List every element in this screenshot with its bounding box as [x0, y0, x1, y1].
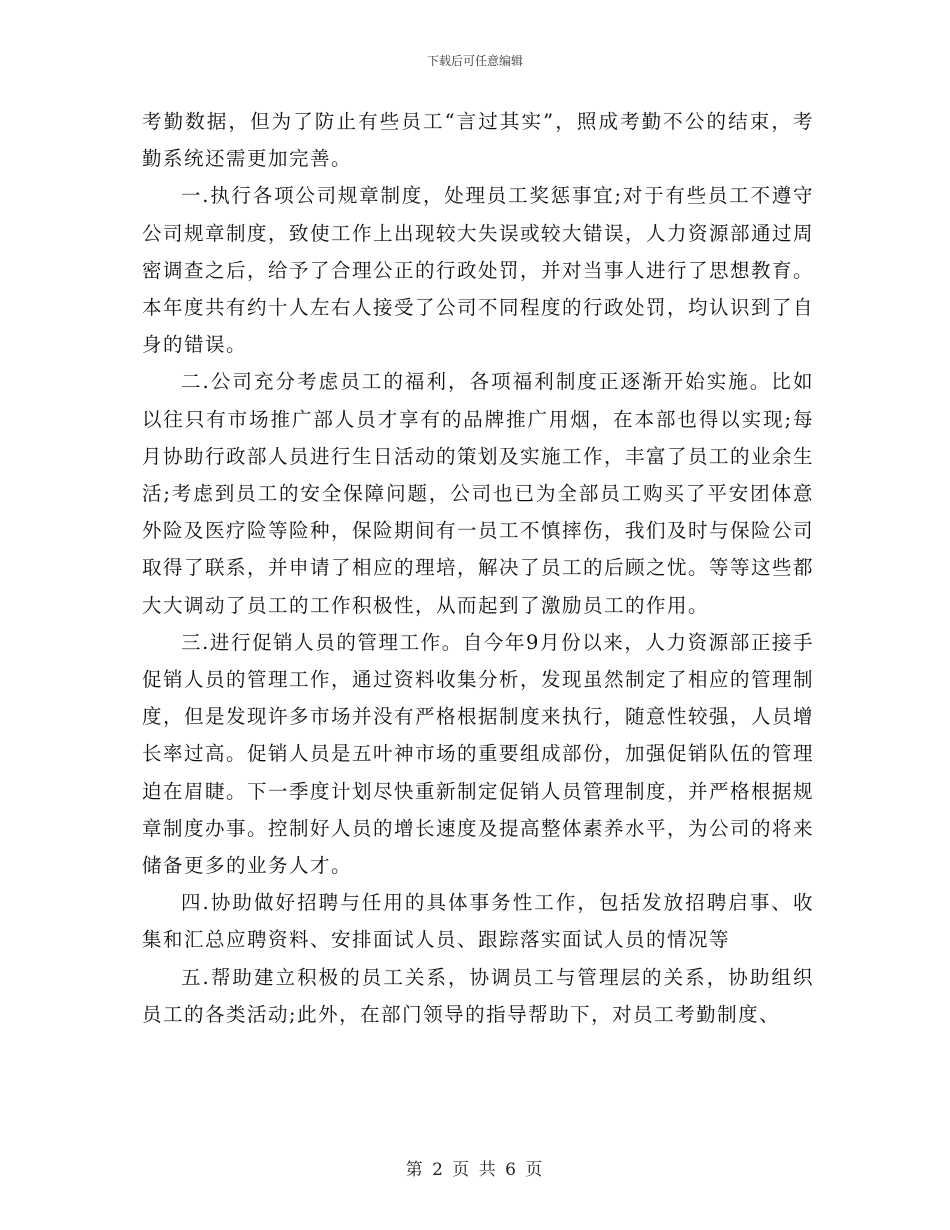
- paragraph-item-1-discipline: 一.执行各项公司规章制度，处理员工奖惩事宜;对于有些员工不遵守公司规章制度，致使工作上出现较大失误或较大错误，人力资源部通过周密调查之后，给予了合理公正的行政处罚，并对当事人进行了思想教育。本年度共有约十人左右人接受了公司不同程度的行政处罚，均认识到了自身的错误。: [142, 184, 815, 357]
- header-note: 下载后可任意编辑: [426, 54, 523, 68]
- paragraph-item-3-promotion-staff: 三.进行促销人员的管理工作。自今年9月份以来，人力资源部正接手促销人员的管理工作，通过资料收集分析，发现虽然制定了相应的管理制度，但是发现许多市场并没有严格根据制度来执行，随意性较强，人员增长率过高。促销人员是五叶神市场的重要组成部份，加强促销队伍的管理迫在眉睫。下一季度计划尽快重新制定促销人员管理制度，并严格根据规章制度办事。控制好人员的增长速度及提高整体素养水平，为公司的将来储备更多的业务人才。: [142, 630, 815, 878]
- document-body: [142, 103, 814, 1033]
- page-number: 第 2 页 共 6 页: [405, 1160, 545, 1180]
- paragraph-item-2-welfare: 二.公司充分考虑员工的福利，各项福利制度正逐渐开始实施。比如以往只有市场推广部人员才享有的品牌推广用烟，在本部也得以实现;每月协助行政部人员进行生日活动的策划及实施工作，丰富了员工的业余生活;考虑到员工的安全保障问题，公司也已为全部员工购买了平安团体意外险及医疗险等险种，保险期间有一员工不慎摔伤，我们及时与保险公司取得了联系，并申请了相应的理培，解决了员工的后顾之忧。等等这些都大大调动了员工的工作积极性，从而起到了激励员工的作用。: [142, 370, 815, 617]
- paragraph-attendance-continuation: 考勤数据，但为了防止有些员工“言过其实”，照成考勤不公的结束，考勤系统还需更加完善。: [142, 110, 814, 171]
- paragraph-item-5-employee-relations: 五.帮助建立积极的员工关系，协调员工与管理层的关系，协助组织员工的各类活动;此外，在部门领导的指导帮助下，对员工考勤制度、: [142, 965, 814, 1026]
- paragraph-item-4-recruitment: 四.协助做好招聘与任用的具体事务性工作，包括发放招聘启事、收集和汇总应聘资料、安排面试人员、跟踪落实面试人员的情况等: [142, 891, 814, 952]
